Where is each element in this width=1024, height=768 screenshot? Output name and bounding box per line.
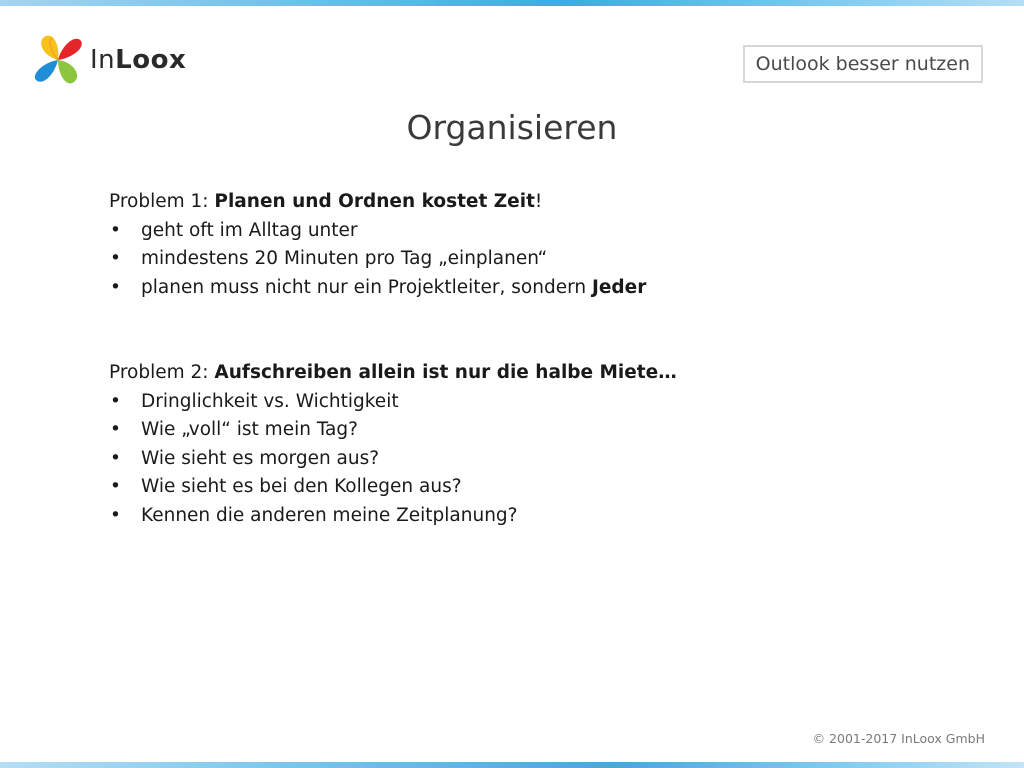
bullet-bold-text: Jeder <box>592 276 647 298</box>
inloox-flower-icon <box>32 30 84 90</box>
list-item <box>109 388 929 417</box>
bullet-text: Dringlichkeit vs. Wichtigkeit <box>141 390 399 412</box>
bullet-icon: • <box>110 276 121 298</box>
list-item <box>109 445 929 474</box>
bullet-icon: • <box>110 447 121 469</box>
list-item <box>109 416 929 445</box>
logo-text-light: In <box>90 45 116 75</box>
slide-title: Organisieren <box>406 108 618 147</box>
bottom-accent-bar <box>0 762 1024 768</box>
top-accent-bar <box>0 0 1024 6</box>
problem-1-bold: Planen und Ordnen kostet Zeit <box>214 191 535 212</box>
bullet-text: Wie „voll“ ist mein Tag? <box>141 419 358 440</box>
list-item <box>109 274 929 303</box>
bullet-icon: • <box>110 476 121 497</box>
bullet-text: mindestens 20 Minuten pro Tag „einplanen“ <box>141 248 548 269</box>
problem-2-heading <box>109 359 929 388</box>
bullet-text: Kennen die anderen meine Zeitplanung? <box>141 504 518 526</box>
bullet-icon: • <box>110 504 121 526</box>
tagline-box: Outlook besser nutzen <box>743 45 983 83</box>
logo-text-bold: Loox <box>115 45 187 75</box>
slide-content <box>109 188 929 530</box>
problem-2-bullet-list <box>109 388 929 531</box>
copyright-footer: © 2001-2017 InLoox GmbH <box>812 731 985 746</box>
problem-1-suffix: ! <box>534 191 543 212</box>
list-item <box>109 502 929 531</box>
logo-wordmark <box>90 45 186 75</box>
list-item <box>109 473 929 502</box>
problem-2-prefix: Problem 2: <box>109 362 215 383</box>
problem-1-bullet-list <box>109 217 929 303</box>
bullet-text: Wie sieht es morgen aus? <box>141 447 380 469</box>
bullet-icon: • <box>110 248 121 269</box>
bullet-text: geht oft im Alltag unter <box>141 219 358 241</box>
list-item <box>109 245 929 274</box>
problem-2-bold: Aufschreiben allein ist nur die halbe Miete… <box>214 362 677 383</box>
bullet-icon: • <box>110 219 121 241</box>
bullet-text: planen muss nicht nur ein Projektleiter, sondern <box>141 276 592 298</box>
bullet-icon: • <box>110 390 121 412</box>
section-spacer <box>109 302 929 359</box>
problem-1-heading <box>109 188 929 217</box>
inloox-logo <box>32 30 186 90</box>
bullet-icon: • <box>110 419 121 440</box>
bullet-text: Wie sieht es bei den Kollegen aus? <box>141 476 462 497</box>
problem-1-prefix: Problem 1: <box>109 191 215 212</box>
list-item <box>109 217 929 246</box>
